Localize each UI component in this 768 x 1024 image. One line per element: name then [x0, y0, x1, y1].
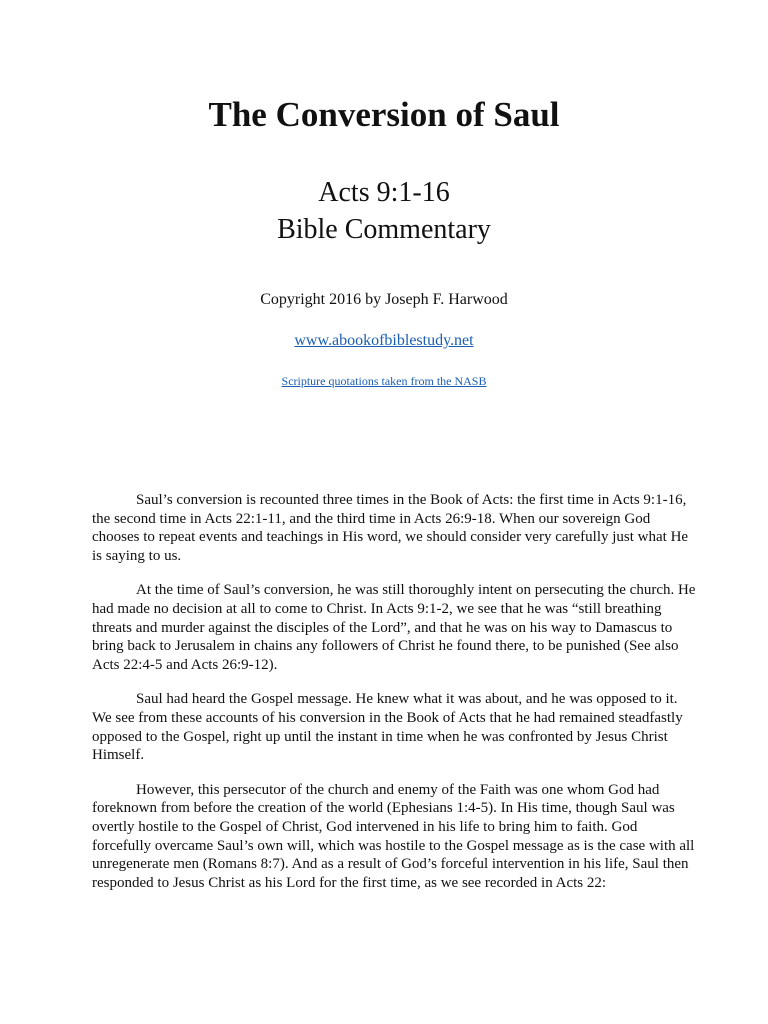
- scripture-note-link[interactable]: Scripture quotations taken from the NASB: [281, 374, 487, 388]
- copyright-notice: Copyright 2016 by Joseph F. Harwood: [260, 291, 508, 308]
- paragraph-4: However, this persecutor of the church and enemy of the Faith was one whom God had foreknown from before the creation of the world (Ephesians 1:4-5). In His time, though Saul was overtly hostile to the Gospel of Christ, God intervened in his life to bring him to faith. God forcefully overcame Saul’s own will, which was hostile to the Gospel message as is the case with all unregenerate men (Romans 8:7). And as a result of God’s forceful intervention in his life, Saul then responded to Jesus Christ as his Lord for the first time, as we see recorded in Acts 22:: [92, 781, 695, 891]
- website-link[interactable]: www.abookofbiblestudy.net: [294, 332, 474, 349]
- paragraph-3: Saul had heard the Gospel message. He knew what it was about, and he was opposed to it. We see from these accounts of his conversion in the Book of Acts that he had remained steadfastly opposed to the Gospel, right up until the instant in time when he was confronted by Jesus Christ Himself.: [92, 691, 683, 764]
- document-subtitle: Bible Commentary: [277, 214, 491, 245]
- scripture-note-container: [0, 373, 768, 389]
- document-title: The Conversion of Saul: [208, 95, 560, 134]
- website-link-container: [0, 331, 768, 351]
- paragraph-1: Saul’s conversion is recounted three times in the Book of Acts: the first time in Acts 9:1-16, the second time in Acts 22:1-11, and the third time in Acts 26:9-18. When our sovereign God chooses to repeat events and teachings in His word, we should consider very carefully just what He is saying to us.: [92, 492, 689, 564]
- paragraph-2: At the time of Saul’s conversion, he was still thoroughly intent on persecuting the church. He had made no decision at all to come to Christ. In Acts 9:1-2, we see that he was “still breathing threats and murder against the disciples of the Lord”, and that he was on his way to Damascus to bring back to Jerusalem in chains any followers of Christ he found there, to be punished (See also Acts 22:4-5 and Acts 26:9-12).: [92, 582, 696, 673]
- commentary-body: [92, 491, 698, 908]
- scripture-reference: Acts 9:1-16: [318, 177, 450, 208]
